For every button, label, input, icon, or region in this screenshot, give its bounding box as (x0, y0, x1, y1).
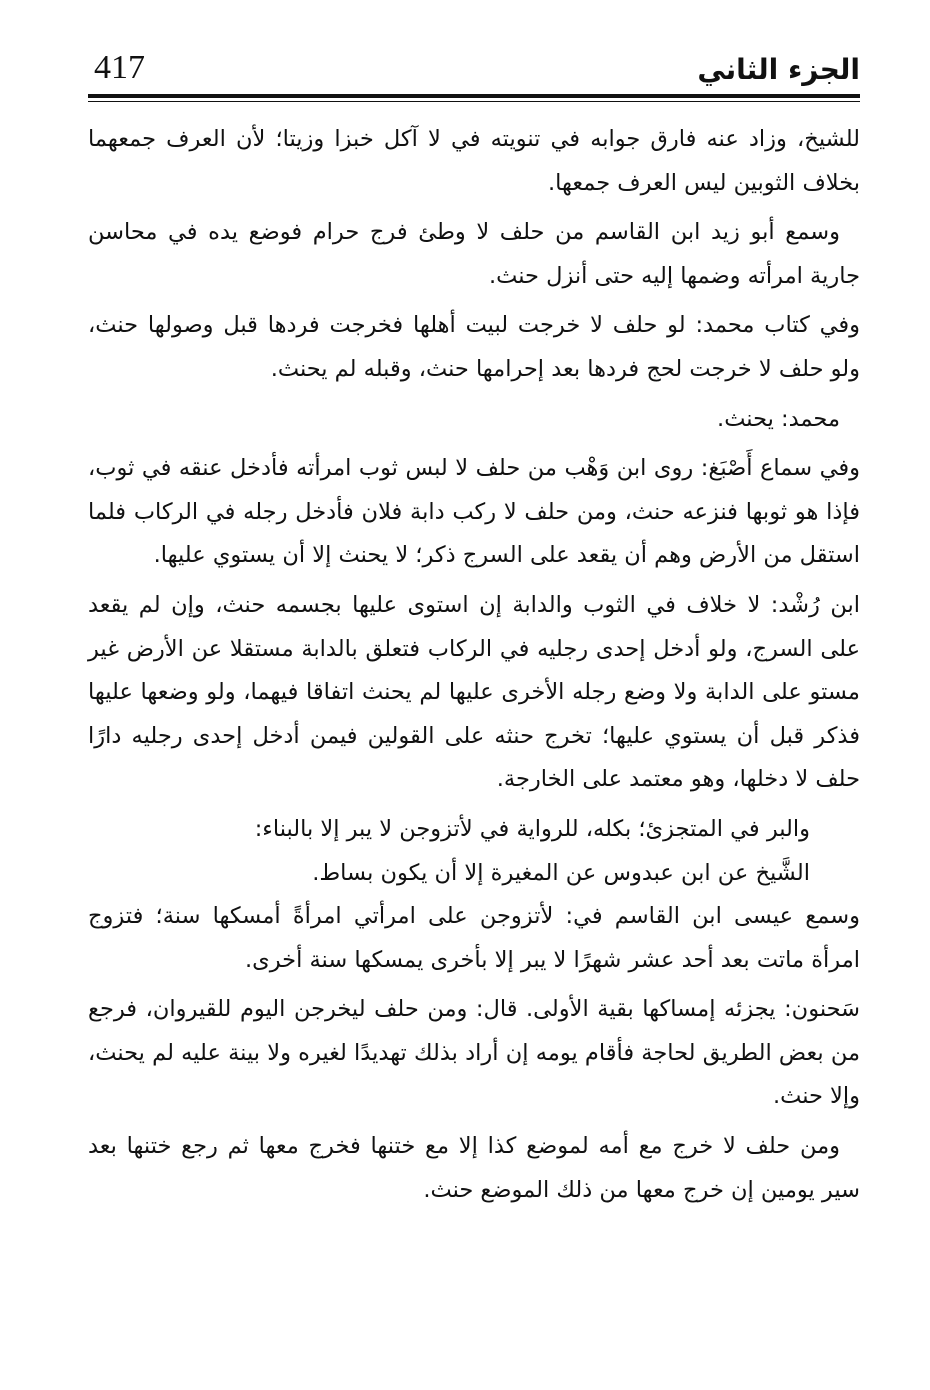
page-header (88, 40, 860, 100)
paragraph: وسمع أبو زيد ابن القاسم من حلف لا وطئ فرج حرام فوضع يده في محاسن جارية امرأته وضمها إليه حتى أنزل حنث. (88, 219, 860, 289)
paragraph: ابن رُشْد: لا خلاف في الثوب والدابة إن استوى عليها بجسمه حنث، وإن لم يقعد على السرج، ولو أدخل إحدى رجليه في الركاب فتعلق بالدابة مستقلا عن الأرض غير مستو على الدابة ولا وضع رجله الأخرى عليها لم يحنث اتفاقا فيهما، ولو وضعها عليها فذكر قبل أن يستوي عليها؛ تخرج حنثه على القولين فيمن أدخل إحدى رجليه دارًا حلف لا دخلها، وهو معتمد على الخارجة. (88, 591, 860, 793)
paragraph: والبر في المتجزئ؛ بكله، للرواية في لأتزوجن لا يبر إلا بالبناء: (254, 815, 810, 842)
paragraph: الشَّيخ عن ابن عبدوس عن المغيرة إلا أن يكون بساط. (312, 859, 810, 886)
paragraph: سَحنون: يجزئه إمساكها بقية الأولى. قال: ومن حلف ليخرجن اليوم للقيروان، فرجع من بعض الطريق لحاجة فأقام يومه إن أراد بذلك تهديدًا لغيره ولا بينة عليه لم يحنث، وإلا حنث. (88, 996, 860, 1110)
page-body (88, 118, 860, 1218)
paragraph: وفي كتاب محمد: لو حلف لا خرجت لبيت أهلها فخرجت فردها قبل وصولها حنث، ولو حلف لا خرجت لحج فردها بعد إحرامها حنث، وقبله لم يحنث. (88, 312, 860, 382)
paragraph: وفي سماع أَصْبَغ: روى ابن وَهْب من حلف لا لبس ثوب امرأته فأدخل عنقه في ثوب، فإذا هو ثوبها فنزعه حنث، ومن حلف لا ركب دابة فلان فأدخل رجله في الركاب فلما استقل من الأرض وهم أن يقعد على السرج ذكر؛ لا يحنث إلا أن يستوي عليها. (88, 455, 860, 569)
paragraph: محمد: يحنث. (717, 405, 840, 432)
paragraph: ومن حلف لا خرج مع أمه لموضع كذا إلا مع ختنها فخرج معها ثم رجع ختنها بعد سير يومين إن خرج معها من ذلك الموضع حنث. (88, 1133, 860, 1203)
paragraph: للشيخ، وزاد عنه فارق جوابه في تنويته في لا آكل خبزا وزيتا؛ لأن العرف جمعهما بخلاف الثوبين ليس العرف جمعها. (88, 126, 860, 196)
paragraph: وسمع عيسى ابن القاسم في: لأتزوجن على امرأتي امرأةً أمسكها سنة؛ فتزوج امرأة ماتت بعد أحد عشر شهرًا لا يبر إلا بأخرى يمسكها سنة أخرى. (88, 903, 860, 973)
running-title: الجزء الثاني (697, 53, 860, 86)
page-number: 417 (94, 49, 145, 86)
header-rule-thin (88, 101, 860, 102)
header-rule-thick (88, 94, 860, 98)
